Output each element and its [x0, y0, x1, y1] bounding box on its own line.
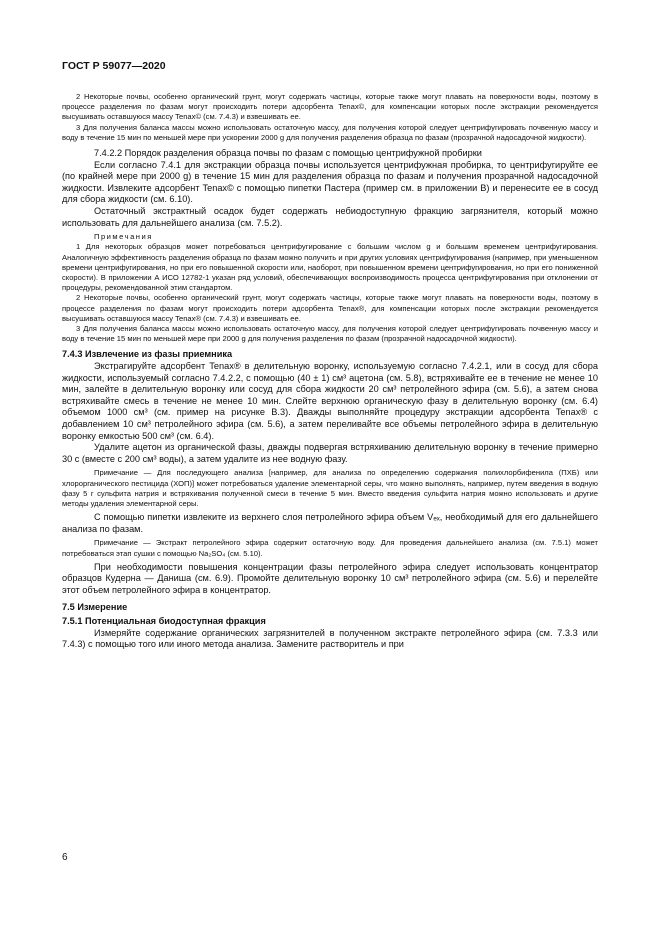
note-paragraph: 2 Некоторые почвы, особенно органический грунт, могут содержать частицы, которые также могут плавать на поверхности воды, поэтому в процессе разделения по фазам могут происходить потери адсорбента Tenax©, для компенсации которых после экстракции рекомендуется высушивать оставшуюся массу Tenax© (см. 7.4.3) и взвешивать ее.: [62, 92, 598, 122]
body-paragraph: Экстрагируйте адсорбент Tenax® в делительную воронку, используемую согласно 7.4.2.1, или в сосуд для сбора жидкости, используемый согласно 7.4.2.2, с помощью (40 ± 1) см³ ацетона (см. 5.8), встряхивайте ее в течение не менее 10 мин, залейте в делительную воронку или сосуд для сбора жидкости 20 см³ петролейного эфира (см. 5.6), а затем снова встряхивайте смесь в течение не менее 10 мин. Слейте верхнюю органическую фазу в делительную воронку (см. 6.4) объемом 1000 см³ (см. пример на рисунке В.3). Дважды выполняйте процедуру экстракции адсорбента Tenax® с добавлением 10 см³ петролейного эфира (см. 5.6), а затем переливайте все объемы петролейного эфира в делительную воронку емкостью 500 см³ (см. 6.4).: [62, 361, 598, 441]
note-paragraph: Примечание — Для последующего анализа [например, для анализа по определению содержания полихлорбифенила (ПХБ) или хлорорганического пестицида (ХОП)] может потребоваться удаление элементарной серы, что можно выполнять, например, путем введения в водную фазу 5 г сульфита натрия и встряхивания полученной смеси в течение 5 мин. Вместо введения сульфита натрия можно использовать и другие методы удаления элементарной серы.: [62, 468, 598, 508]
note-paragraph: 3 Для получения баланса массы можно использовать остаточную массу, для получения которой следует центрифугировать почвенную массу и воду в течение 15 мин по меньшей мере при ускорении 2000 g для получения разделения образца по фазам (прозрачной надосадочной жидкости).: [62, 122, 598, 142]
subsection-title: 7.4.2.2 Порядок разделения образца почвы по фазам с помощью центрифужной пробирки: [94, 148, 482, 159]
note-paragraph: Примечание — Экстракт петролейного эфира содержит остаточную воду. Для проведения дальнейшего анализа (см. 7.5.1) может потребоваться этап сушки с помощью Na₂SO₄ (см. 5.10).: [62, 538, 598, 558]
note-paragraph: 3 Для получения баланса массы можно использовать остаточную массу, для получения которой следует центрифугировать почвенную массу и воду в течение 15 мин по меньшей мере при 2000 g для получения разделения по фазам (прозрачной надосадочной жидкости).: [62, 324, 598, 344]
section-heading: 7.5.1 Потенциальная биодоступная фракция: [62, 616, 266, 627]
document-code: ГОСТ Р 59077—2020: [62, 60, 166, 72]
section-heading: 7.5 Измерение: [62, 601, 128, 612]
document-body: [62, 92, 598, 651]
note-paragraph: 2 Некоторые почвы, особенно органический грунт, могут содержать частицы, которые также могут плавать на поверхности воды, поэтому в процессе разделения по фазам могут происходить потери адсорбента Tenax®, для компенсации которых после экстракции рекомендуется высушивать оставшуюся массу Tenax® (см. 7.4.3) и взвешивать ее.: [62, 293, 598, 323]
body-paragraph: Если согласно 7.4.1 для экстракции образца почвы используется центрифужная пробирка, то центрифугируйте ее (по крайней мере при 2000 g) в течение 15 мин для разделения образца по фазам и получения прозрачной надосадочной жидкости. Извлеките адсорбент Tenax© с помощью пипетки Пастера (пример см. в приложении В) и перенесите ее в сосуд для сбора жидкости (см. 6.10).: [62, 159, 598, 205]
body-paragraph: Остаточный экстрактный осадок будет содержать небиодоступную фракцию загрязнителя, который можно использовать для дальнейшего анализа (см. 7.5.2).: [62, 205, 598, 228]
notes-heading: Примечания: [94, 232, 153, 242]
body-paragraph: Удалите ацетон из органической фазы, дважды подвергая встряхиванию делительную воронку в течение примерно 30 с (вместе с 200 см³ воды), а затем удалите из нее водную фазу.: [62, 442, 598, 464]
section-heading: 7.4.3 Извлечение из фазы приемника: [62, 349, 233, 360]
page-number: 6: [62, 852, 68, 863]
body-paragraph: С помощью пипетки извлеките из верхнего слоя петролейного эфира объем Vₑₓ, необходимый для его дальнейшего анализа по фазам.: [62, 512, 598, 534]
body-paragraph: Измеряйте содержание органических загрязнителей в полученном экстракте петролейного эфира (см. 7.3.3 или 7.4.3) с помощью того или иного метода анализа. Замените растворитель и при: [62, 627, 598, 650]
body-paragraph: При необходимости повышения концентрации фазы петролейного эфира следует использовать концентратор образцов Кудерна — Даниша (см. 6.9). Промойте делительную воронку 10 см³ петролейного эфира (см. 5.6) и перелейте этот объем петролейного эфира в концентратор.: [62, 561, 598, 595]
note-paragraph: 1 Для некоторых образцов может потребоваться центрифугирование с большим числом g и большим временем центрифугирования. Аналогичную эффективность разделения образца по фазам можно получить и при других условиях центрифугирования (например, при уменьшенном времени центрифугирования, но при его повышенной скорости или, наоборот, при повышенном времени центрифугирования, но при его пониженной скорости). В приложении А ИСО 12782-1 указан ряд условий, обеспечивающих воспроизводимость процесса центрифугирования при отклонении от процедуры, рекомендованной этим стандартом.: [62, 242, 598, 293]
